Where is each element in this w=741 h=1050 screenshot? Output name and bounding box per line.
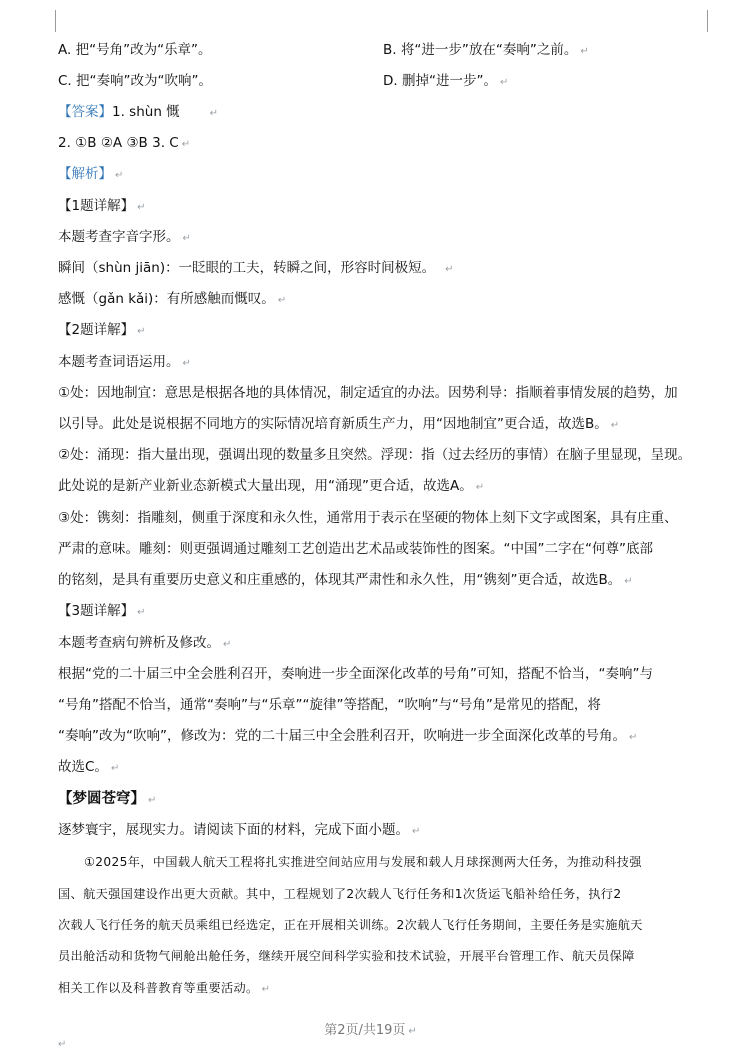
q1-line-2: 感慨（gǎn kǎi)：有所感触而慨叹。 ↵ (58, 291, 287, 307)
q1-intro: 本题考查字音字形。 ↵ (58, 229, 191, 245)
passage-line-5: 相关工作以及科普教育等重要活动。 ↵ (58, 981, 271, 995)
q2-line-7: 的铭刻，是具有重要历史意义和庄重感的，体现其严肃性和永久性，用“镌刻”更合适，故选B。 ↵ (58, 572, 633, 588)
q2-line-3: ②处：涌现：指大量出现，强调出现的数量多且突然。浮现：指（过去经历的事情）在脑子里显现，呈现。 (58, 447, 692, 463)
page-footer: 第2页/共19页 ↵ (324, 1023, 417, 1038)
q2-intro: 本题考查词语运用。 ↵ (58, 354, 191, 370)
option-a: A. 把“号角”改为“乐章”。 (58, 42, 212, 58)
q2-line-4: 此处说的是新产业新业态新模式大量出现，用“涌现”更合适，故选A。 ↵ (58, 478, 485, 494)
crop-mark-left (55, 10, 56, 32)
q2-title: 【2题详解】 ↵ (58, 322, 146, 338)
passage-line-2: 国、航天强国建设作出更大贡献。其中，工程规划了2次载人飞行任务和1次货运飞船补给任务，执行2 (58, 887, 622, 901)
q3-title: 【3题详解】 ↵ (58, 603, 146, 619)
crop-mark-right (707, 10, 708, 32)
option-c: C. 把“奏响”改为“吹响”。 (58, 73, 212, 89)
q1-title: 【1题详解】 ↵ (58, 198, 146, 214)
q2-line-1: ①处：因地制宜：意思是根据各地的具体情况，制定适宜的办法。因势利导：指顺着事情发展的趋势，加 (58, 385, 678, 401)
analysis-tag: 【解析】 ↵ (58, 166, 124, 182)
q2-line-6: 严肃的意味。雕刻：则更强调通过雕刻工艺创造出艺术品或装饰性的图案。“中国”二字在“何尊”底部 (58, 541, 653, 557)
passage-line-3: 次载人飞行任务的航天员乘组已经选定，正在开展相关训练。2次载人飞行任务期间，主要任务是实施航天 (58, 918, 643, 932)
q3-line-4: 故选C。 ↵ (58, 759, 120, 775)
paragraph-mark: ↵ (58, 1039, 67, 1050)
q3-intro: 本题考查病句辨析及修改。 ↵ (58, 635, 232, 651)
option-d: D. 删掉“进一步”。 ↵ (383, 73, 509, 89)
q1-line-1: 瞬间（shùn jiān)：一眨眼的工夫，转瞬之间，形容时间极短。 ↵ (58, 260, 454, 276)
answer-line-1: 【答案】1. shùn 慨 ↵ (58, 104, 219, 120)
q2-line-2: 以引导。此处是说根据不同地方的实际情况培育新质生产力，用“因地制宜”更合适，故选B。 ↵ (58, 416, 620, 432)
section-intro: 逐梦寰宇，展现实力。请阅读下面的材料，完成下面小题。 ↵ (58, 822, 421, 838)
passage-line-4: 员出舱活动和货物气闸舱出舱任务，继续开展空间科学实验和技术试验，开展平台管理工作、航天员保障 (58, 949, 635, 963)
q3-line-2: “号角”搭配不恰当，通常“奏响”与“乐章”“旋律”等搭配，“吹响”与“号角”是常见的搭配，将 (58, 697, 601, 713)
section-title: 【梦圆苍穹】 ↵ (58, 791, 157, 807)
q3-line-1: 根据“党的二十届三中全会胜利召开，奏响进一步全面深化改革的号角”可知，搭配不恰当，“奏响”与 (58, 666, 653, 682)
option-b: B. 将“进一步”放在“奏响”之前。 ↵ (383, 42, 589, 58)
q2-line-5: ③处：镌刻：指雕刻，侧重于深度和永久性，通常用于表示在坚硬的物体上刻下文字或图案，具有庄重、 (58, 510, 678, 526)
answer-tag: 【答案】 (58, 104, 112, 120)
answer-line-2: 2. ①B ②A ③B 3. C ↵ (58, 135, 191, 151)
q3-line-3: “奏响”改为“吹响”，修改为：党的二十届三中全会胜利召开，吹响进一步全面深化改革的号角。 ↵ (58, 728, 638, 744)
passage-line-1: ①2025年，中国载人航天工程将扎实推进空间站应用与发展和载人月球探测两大任务，为推动科技强 (84, 855, 642, 869)
